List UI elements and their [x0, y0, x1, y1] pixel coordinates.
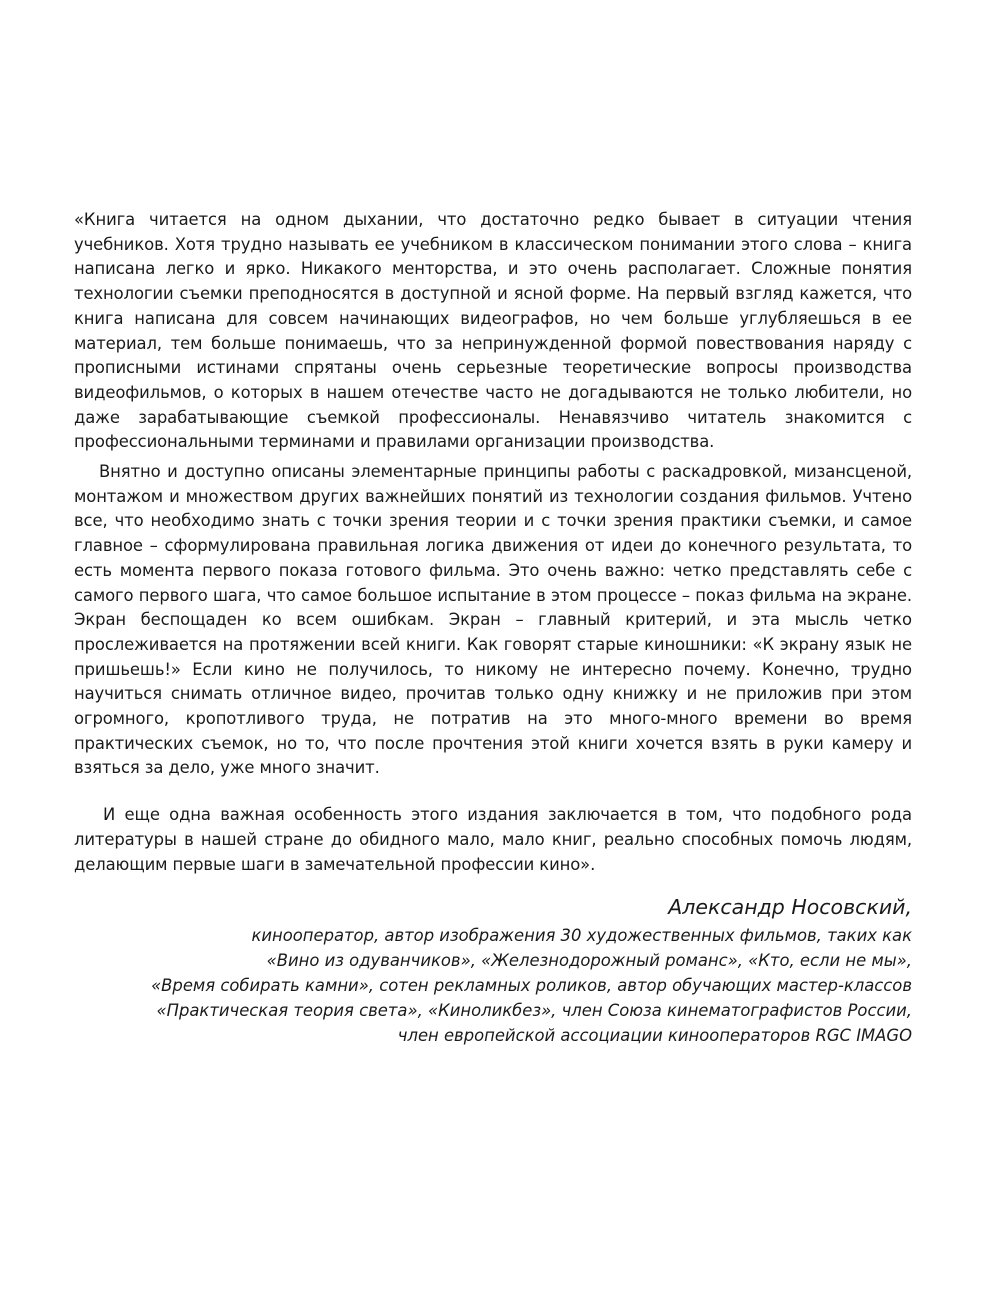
author-credential-line: «Вино из одуванчиков», «Железнодорожный романс», «Кто, если не мы»,	[266, 951, 912, 971]
author-credential-line: член европейской ассоциации кинооператоров RGC IMAGO	[397, 1026, 912, 1046]
author-credential-line: «Практическая теория света», «Киноликбез», член Союза кинематографистов России,	[156, 1001, 912, 1021]
author-credential-line: «Время собирать камни», сотен рекламных роликов, автор обучающих мастер-классов	[151, 976, 912, 996]
author-name: Александр Носовский,	[668, 895, 912, 920]
review-paragraph-1: «Книга читается на одном дыхании, что достаточно редко бывает в ситуации чтения учебников. Хотя трудно называть ее учебником в классическом понимании этого слова – книга написана легко и ярко. Никакого менторства, и это очень располагает. Сложные понятия технологии съемки преподносятся в доступной и ясной форме. На первый взгляд кажется, что книга написана для совсем начинающих видеографов, но чем больше углубляешься в ее материал, тем больше понимаешь, что за непринужденной формой повествования наряду с прописными истинами спрятаны очень серьезные теоретические вопросы производства видеофильмов, о которых в нашем отечестве часто не догадываются не только любители, но даже зарабатывающие съемкой профессионалы. Ненавязчиво читатель знакомится с профессиональными терминами и правилами организации производства.	[74, 210, 912, 452]
review-page	[74, 208, 912, 1048]
author-credential-line: кинооператор, автор изображения 30 художественных фильмов, таких как	[251, 926, 912, 946]
author-signature	[74, 892, 912, 1048]
review-paragraph-3: И еще одна важная особенность этого издания заключается в том, что подобного рода литературы в нашей стране до обидного мало, мало книг, реально способных помочь людям, делающим первые шаги в замечательной профессии кино».	[74, 805, 912, 874]
review-paragraph-2: Внятно и доступно описаны элементарные принципы работы с раскадровкой, мизансценой, монтажом и множеством других важнейших понятий из технологии создания фильмов. Учтено все, что необходимо знать с точки зрения теории и с точки зрения практики съемки, и самое главное – сформулирована правильная логика движения от идеи до конечного результата, то есть момента первого показа готового фильма. Это очень важно: четко представлять себе с самого первого шага, что самое большое испытание в этом процессе – показ фильма на экране. Экран беспощаден ко всем ошибкам. Экран – главный критерий, и эта мысль четко прослеживается на протяжении всей книги. Как говорят старые киношники: «К экрану язык не пришьешь!» Если кино не получилось, то никому не интересно почему. Конечно, трудно научиться снимать отличное видео, прочитав только одну книжку и не приложив при этом огромного, кропотливого труда, не потратив на это много-много времени во время практических съемок, но то, что после прочтения этой книги хочется взять в руки камеру и взяться за дело, уже много значит.	[74, 462, 912, 778]
